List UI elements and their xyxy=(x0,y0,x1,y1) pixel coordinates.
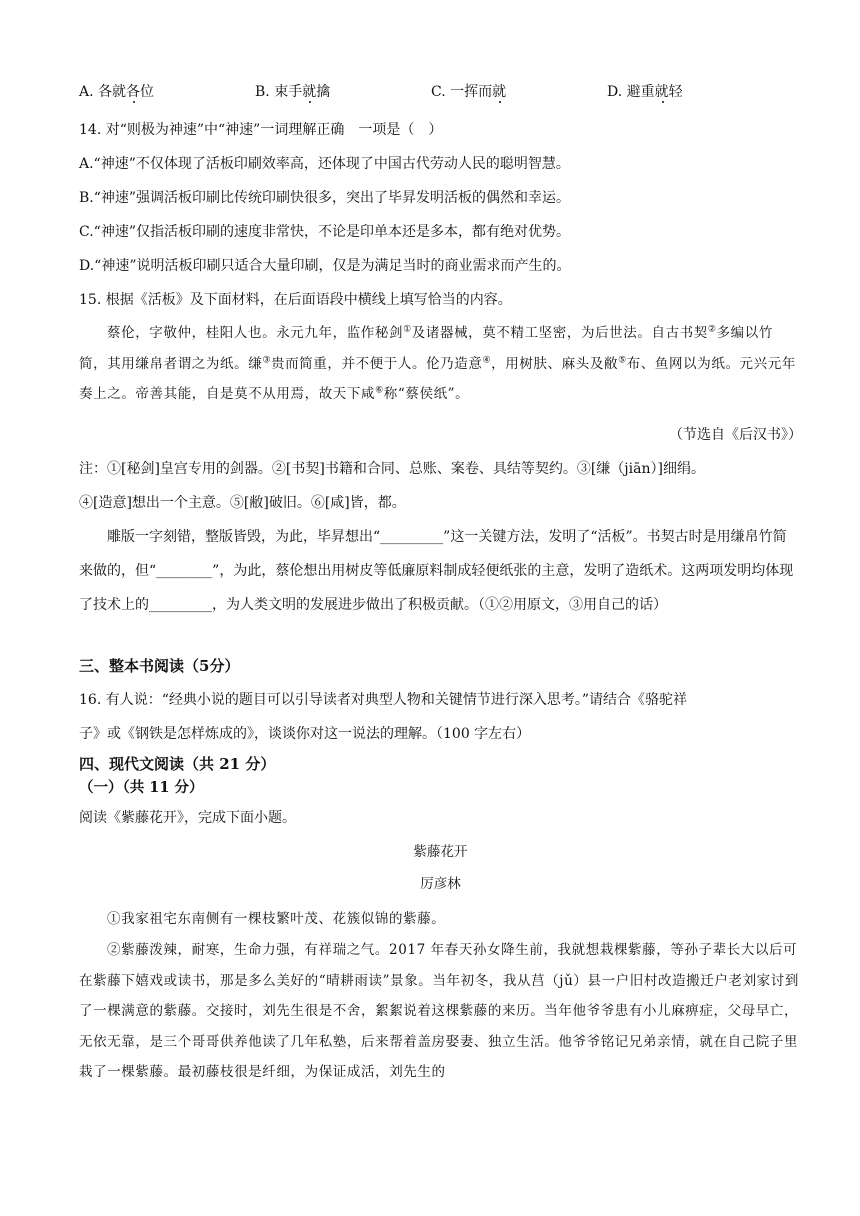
q15-material: 蔡伦，字敬仲，桂阳人也。永元九年，监作秘剑①及诸器械，莫不精工坚密，为后世法。自古书契②多编以竹简，其用缣帛者谓之为纸。缣③贵而简重，并不便于人。伦乃造意④，用树肤、麻头及敝⑤布、鱼网以为纸。元兴元年奏上之。帝善其能，自是莫不从用焉，故天下咸⑥称“蔡侯纸”。 xyxy=(79,324,796,402)
q14-option-d[interactable]: D.“神速”说明活板印刷只适合大量印刷，仅是为满足当时的商业需求而产生的。 xyxy=(79,258,571,274)
article-paragraph-2: ②紫藤泼辣，耐寒，生命力强，有祥瑞之气。2017 年春天孙女降生前，我就想栽棵紫藤，等孙子辈长大以后可在紫藤下嬉戏或读书，那是多么美好的“晴耕雨读”景象。当年初冬，我从莒（jǔ）县一户旧村改造搬迁户老刘家讨到了一棵满意的紫藤。交接时，刘先生很是不舍，絮絮说着这棵紫藤的来历。当年他爷爷患有小儿麻痹症，父母早亡，无依无靠，是三个哥哥供养他读了几年私塾，后来帮着盖房娶妻、独立生活。他爷爷铭记兄弟亲情，就在自己院子里栽了一棵紫藤。最初藤枝很是纤细，为保证成活，刘先生的 xyxy=(79,942,799,1080)
q14-option-c[interactable]: C.“神速”仅指活板印刷的速度非常快，不论是印单本还是多本，都有绝对优势。 xyxy=(79,224,570,240)
q14-option-a[interactable]: A.“神速”不仅体现了活板印刷效率高，还体现了中国古代劳动人民的聪明智慧。 xyxy=(79,156,570,172)
reading-intro: 阅读《紫藤花开》，完成下面小题。 xyxy=(79,810,296,826)
option-a[interactable]: A. 各就各位 xyxy=(79,84,155,100)
q14-stem: 14. 对“则极为神速”中“神速”一词理解正确 一项是（ ） xyxy=(79,122,443,138)
section-4-sub: （一）（共 11 分） xyxy=(79,779,204,796)
q16-line-2: 子》或《钢铁是怎样炼成的》，谈谈你对这一说法的理解。（100 字左右） xyxy=(79,726,531,742)
q16-line-1: 16. 有人说：“经典小说的题目可以引导读者对典型人物和关键情节进行深入思考。”请结合《骆驼祥 xyxy=(79,692,688,708)
article-title: 紫藤花开 xyxy=(413,844,468,860)
section-3-title: 三、整本书阅读（5分） xyxy=(79,657,240,675)
q14-option-b[interactable]: B.“神速”强调活板印刷比传统印刷快很多，突出了毕昇发明活板的偶然和幸运。 xyxy=(79,190,571,206)
q13-options xyxy=(79,82,802,102)
article-author: 厉彦林 xyxy=(420,876,461,892)
q15-note-2: ④[造意]想出一个主意。⑤[敝]破旧。⑥[咸]皆，都。 xyxy=(79,495,406,511)
q15-stem: 15. 根据《活板》及下面材料，在后面语段中横线上填写恰当的内容。 xyxy=(79,292,512,308)
q15-note-1: 注：①[秘剑]皇宫专用的剑器。②[书契]书籍和合同、总账、案卷、具结等契约。③[缣（jiān）]细绢。 xyxy=(79,461,705,477)
option-c[interactable]: C. 一挥而就 xyxy=(431,84,507,100)
q15-source: （节选自《后汉书》） xyxy=(669,427,802,443)
option-b[interactable]: B. 束手就擒 xyxy=(255,84,331,100)
q15-paragraph: 雕版一字刻错，整版皆毁，为此，毕昇想出“_________”这一关键方法，发明了“活板”。书契古时是用缣帛竹简来做的，但“________”，为此，蔡伦想出用树皮等低廉原料制成轻便纸张的主意，发明了造纸术。这两项发明均体现了技术上的_________，为人类文明的发展进步做出了积极贡献。（①②用原文，③用自己的话） xyxy=(79,529,794,613)
option-d[interactable]: D. 避重就轻 xyxy=(607,84,683,100)
article-paragraph-1: ①我家祖宅东南侧有一棵枝繁叶茂、花簇似锦的紫藤。 xyxy=(107,911,446,927)
section-4-title: 四、现代文阅读（共 21 分） xyxy=(79,755,276,773)
